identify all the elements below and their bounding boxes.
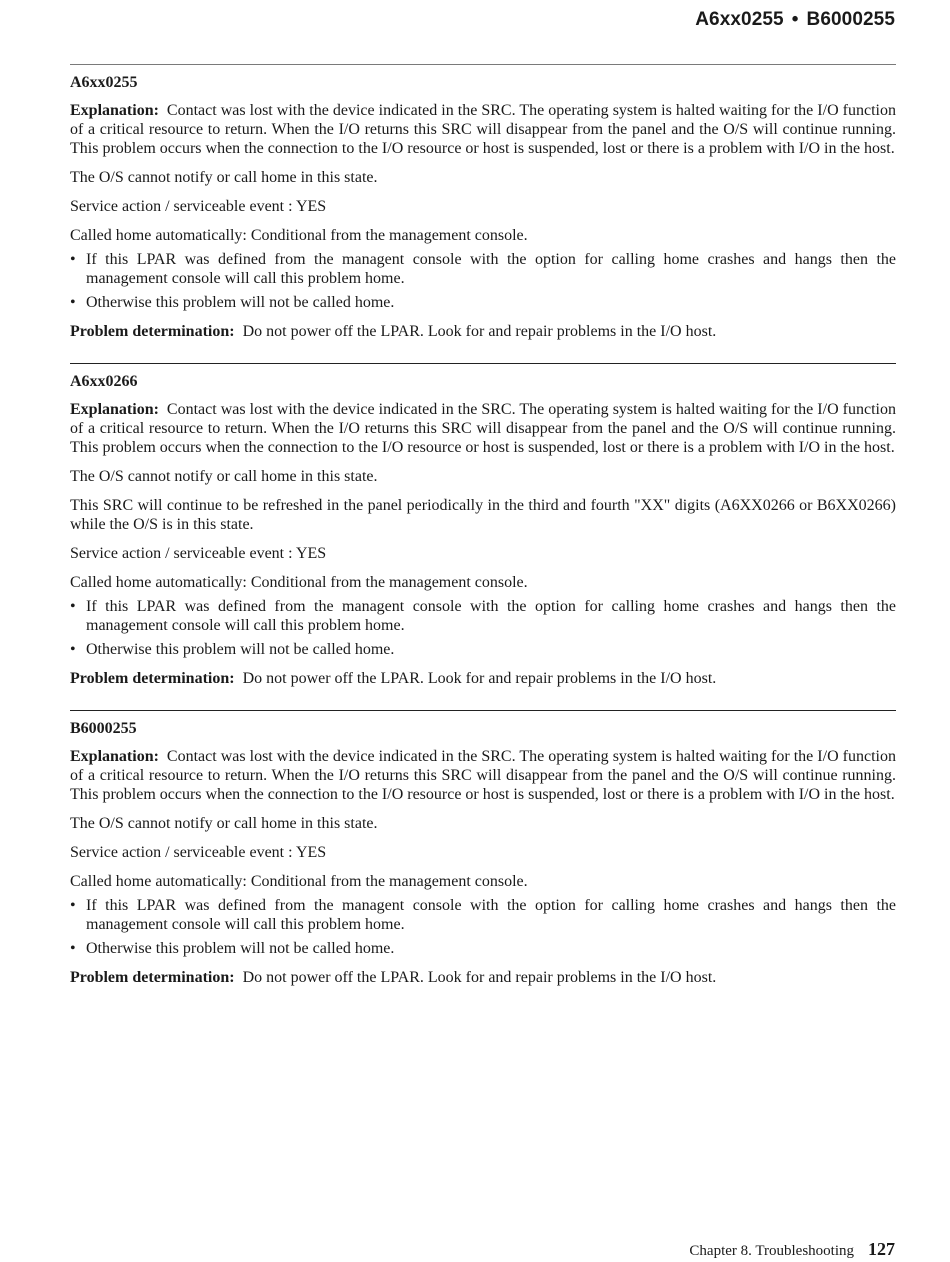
list-item: • If this LPAR was defined from the managent console with the option for calling home crashes and hangs then the management console will call this problem home.: [70, 250, 896, 288]
page-number: 127: [868, 1239, 895, 1259]
problem-determination-label: Problem determination:: [70, 969, 235, 986]
explanation-paragraph: [70, 747, 896, 804]
explanation-text: Contact was lost with the device indicated in the SRC. The operating system is halted waiting for the I/O function of a critical resource to return. When the I/O returns this SRC will disappear from the panel and the O/S will continue running. This problem occurs when the connection to the I/O resource or host is suspended, lost or there is a problem with I/O in the host.: [70, 401, 896, 456]
service-action-paragraph: Service action / serviceable event : YES: [70, 545, 327, 562]
service-action-paragraph: Service action / serviceable event : YES: [70, 844, 327, 861]
src-entry-b6000255: [70, 710, 896, 987]
refresh-paragraph: This SRC will continue to be refreshed in the panel periodically in the third and fourth "XX" digits (A6XX0266 or B6XX0266) while the O/S is in this state.: [70, 497, 896, 533]
problem-determination-label: Problem determination:: [70, 323, 235, 340]
called-home-paragraph: Called home automatically: Conditional from the management console.: [70, 227, 528, 244]
problem-determination-paragraph: [70, 322, 896, 341]
header-left-code: A6xx0255: [695, 9, 784, 30]
explanation-text: Contact was lost with the device indicated in the SRC. The operating system is halted waiting for the I/O function of a critical resource to return. When the I/O returns this SRC will disappear from the panel and the O/S will continue running. This problem occurs when the connection to the I/O resource or host is suspended, lost or there is a problem with I/O in the host.: [70, 748, 896, 803]
called-home-paragraph: Called home automatically: Conditional from the management console.: [70, 873, 528, 890]
bullet-list: [70, 896, 896, 958]
bullet-list: [70, 250, 896, 312]
list-item: • If this LPAR was defined from the managent console with the option for calling home crashes and hangs then the management console will call this problem home.: [70, 597, 896, 635]
problem-determination-paragraph: [70, 669, 896, 688]
page-footer: [689, 1238, 895, 1262]
running-header: [695, 8, 895, 32]
src-entry-a6xx0255: [70, 64, 896, 341]
bullet-list: [70, 597, 896, 659]
header-separator: •: [791, 9, 799, 30]
problem-determination-label: Problem determination:: [70, 670, 235, 687]
src-entry-a6xx0266: [70, 363, 896, 688]
explanation-paragraph: [70, 101, 896, 158]
problem-determination-text: Do not power off the LPAR. Look for and repair problems in the I/O host.: [242, 670, 717, 687]
src-code: A6xx0255: [70, 74, 138, 91]
problem-determination-paragraph: [70, 968, 896, 987]
problem-determination-text: Do not power off the LPAR. Look for and repair problems in the I/O host.: [242, 323, 717, 340]
document-body: [70, 64, 896, 997]
src-code: B6000255: [70, 720, 137, 737]
notify-paragraph: The O/S cannot notify or call home in this state.: [70, 169, 378, 186]
explanation-text: Contact was lost with the device indicated in the SRC. The operating system is halted waiting for the I/O function of a critical resource to return. When the I/O returns this SRC will disappear from the panel and the O/S will continue running. This problem occurs when the connection to the I/O resource or host is suspended, lost or there is a problem with I/O in the host.: [70, 102, 896, 157]
footer-chapter: Chapter 8. Troubleshooting: [689, 1243, 854, 1259]
explanation-label: Explanation:: [70, 401, 159, 418]
list-item: • If this LPAR was defined from the managent console with the option for calling home crashes and hangs then the management console will call this problem home.: [70, 896, 896, 934]
problem-determination-text: Do not power off the LPAR. Look for and repair problems in the I/O host.: [242, 969, 717, 986]
notify-paragraph: The O/S cannot notify or call home in this state.: [70, 468, 378, 485]
list-item: • Otherwise this problem will not be called home.: [70, 939, 896, 958]
explanation-label: Explanation:: [70, 748, 159, 765]
explanation-paragraph: [70, 400, 896, 457]
service-action-paragraph: Service action / serviceable event : YES: [70, 198, 327, 215]
notify-paragraph: The O/S cannot notify or call home in this state.: [70, 815, 378, 832]
header-right-code: B6000255: [806, 9, 895, 30]
explanation-label: Explanation:: [70, 102, 159, 119]
called-home-paragraph: Called home automatically: Conditional from the management console.: [70, 574, 528, 591]
list-item: • Otherwise this problem will not be called home.: [70, 293, 896, 312]
list-item: • Otherwise this problem will not be called home.: [70, 640, 896, 659]
src-code: A6xx0266: [70, 373, 138, 390]
